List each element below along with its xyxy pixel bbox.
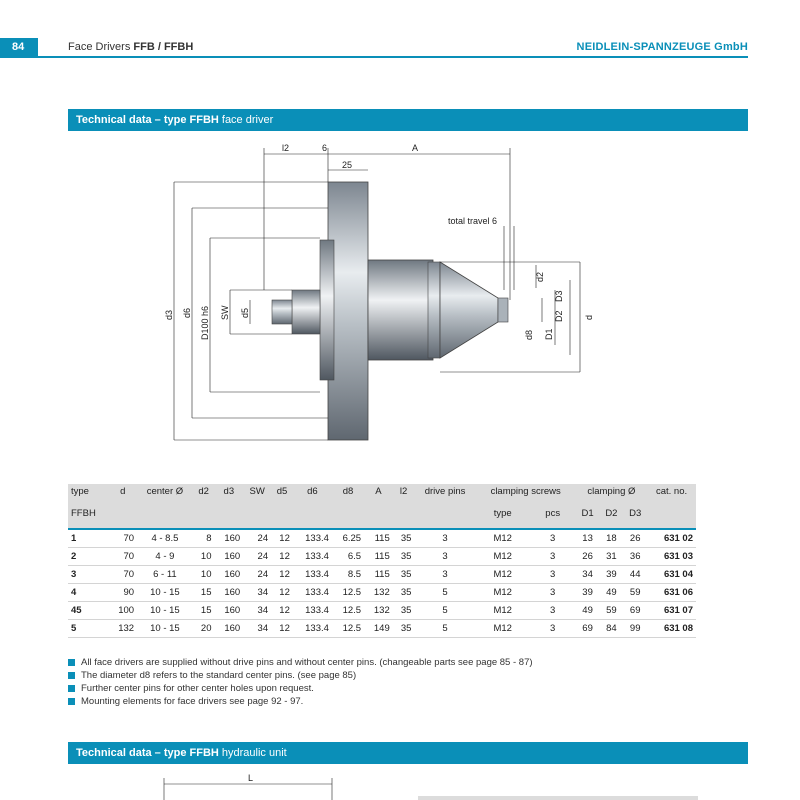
col-d6: d6 [293, 484, 332, 506]
table-cell: 34 [243, 584, 271, 602]
hydraulic-unit-drawing [68, 770, 768, 800]
dim-D100: D100 h6 [200, 305, 210, 340]
dim-d2: d2 [535, 271, 545, 282]
technical-data-table [68, 484, 696, 638]
table-cell: 24 [243, 566, 271, 584]
table-cell: 132 [364, 584, 393, 602]
table-cell: 133.4 [293, 620, 332, 638]
table-cell: 115 [364, 529, 393, 548]
col-d2: d2 [193, 484, 215, 506]
table-cell: 10 [193, 548, 215, 566]
table-cell: 1 [68, 529, 108, 548]
table-cell: 24 [243, 548, 271, 566]
table-cell: 59 [623, 584, 647, 602]
table-cell: 12.5 [332, 584, 364, 602]
col-type: type [68, 484, 108, 506]
table-cell: 49 [576, 602, 600, 620]
table-cell: 35 [393, 529, 415, 548]
table-cell: 12.5 [332, 620, 364, 638]
table-cell: 3 [530, 620, 576, 638]
dim-d8: d8 [524, 329, 534, 340]
table-cell: 35 [393, 584, 415, 602]
table-cell: 35 [393, 602, 415, 620]
dim-SW: SW [220, 305, 230, 320]
table-cell: 10 - 15 [137, 602, 193, 620]
col-cat-no: cat. no. [647, 484, 696, 506]
notes-list [68, 656, 533, 708]
table-subheader-row [68, 506, 696, 529]
page-number: 84 [0, 38, 38, 56]
table-cell: 133.4 [293, 548, 332, 566]
table-cell: 99 [623, 620, 647, 638]
brand-name: NEIDLEIN-SPANNZEUGE GmbH [576, 41, 748, 53]
table-header-row [68, 484, 696, 506]
note-item: Further center pins for other center holes upon request. [68, 682, 533, 695]
page-title: Face Drivers FFB / FFBH [68, 41, 194, 53]
table-cell: 631 03 [647, 548, 696, 566]
section-title-face-driver: Technical data – type FFBH face driver [68, 109, 748, 131]
col-d5: d5 [271, 484, 293, 506]
table-cell: 12.5 [332, 602, 364, 620]
table-cell: 3 [530, 548, 576, 566]
table-cell: 132 [364, 602, 393, 620]
table-cell: 160 [215, 548, 244, 566]
table-cell: M12 [476, 529, 530, 548]
table-cell: 5 [414, 584, 475, 602]
table-cell: 3 [530, 566, 576, 584]
table-cell: 8.5 [332, 566, 364, 584]
dim-d5: d5 [240, 307, 250, 318]
dim-d3: d3 [164, 309, 174, 320]
table-cell: 149 [364, 620, 393, 638]
table-row [68, 602, 696, 620]
table-cell: 8 [193, 529, 215, 548]
dim-D1: D1 [544, 328, 554, 340]
table-cell: 70 [108, 548, 137, 566]
table-cell: 70 [108, 566, 137, 584]
note-item: Mounting elements for face drivers see page 92 - 97. [68, 695, 533, 708]
dim-25: 25 [342, 160, 353, 170]
table-cell: 6.25 [332, 529, 364, 548]
col-d8: d8 [332, 484, 364, 506]
table-cell: 3 [530, 529, 576, 548]
col-clamping-screws: clamping screws [476, 484, 576, 506]
table-cell: 631 07 [647, 602, 696, 620]
section-title-hydraulic-unit: Technical data – type FFBH hydraulic unit [68, 742, 748, 764]
table-row [68, 529, 696, 548]
table-cell: 70 [108, 529, 137, 548]
table-row [68, 548, 696, 566]
table-cell: 3 [530, 584, 576, 602]
dim-A: A [412, 143, 419, 153]
table-cell: 69 [576, 620, 600, 638]
sub-ffbh: FFBH [68, 506, 108, 529]
table-cell: M12 [476, 566, 530, 584]
table-cell: 133.4 [293, 529, 332, 548]
table-cell: 160 [215, 566, 244, 584]
table-cell: 12 [271, 584, 293, 602]
col-sw: SW [243, 484, 271, 506]
table-cell: 631 02 [647, 529, 696, 548]
dim-l2: l2 [282, 143, 290, 153]
col-clamping-dia: clamping Ø [576, 484, 647, 506]
dim-L: L [248, 773, 254, 783]
table-cell: 631 04 [647, 566, 696, 584]
table-cell: 12 [271, 566, 293, 584]
table-cell: 4 - 9 [137, 548, 193, 566]
table-row [68, 584, 696, 602]
sub-pcs: pcs [530, 506, 576, 529]
table-cell: 631 08 [647, 620, 696, 638]
table-cell: 35 [393, 620, 415, 638]
table-cell: 3 [68, 566, 108, 584]
sub-type: type [476, 506, 530, 529]
table-cell: 132 [108, 620, 137, 638]
table-cell: 115 [364, 548, 393, 566]
table-cell: 3 [530, 602, 576, 620]
table-cell: 160 [215, 620, 244, 638]
table-cell: 12 [271, 620, 293, 638]
table-row [68, 566, 696, 584]
table-cell: 12 [271, 548, 293, 566]
note-item: The diameter d8 refers to the standard center pins. (see page 85) [68, 669, 533, 682]
table-cell: 15 [193, 602, 215, 620]
table-cell: M12 [476, 620, 530, 638]
sub-D1: D1 [576, 506, 600, 529]
sub-D2: D2 [599, 506, 623, 529]
table-cell: 39 [599, 566, 623, 584]
table-cell: 6.5 [332, 548, 364, 566]
table-cell: 631 06 [647, 584, 696, 602]
dim-total-travel: total travel 6 [448, 216, 498, 226]
table-cell: 34 [576, 566, 600, 584]
table-cell: 84 [599, 620, 623, 638]
table-cell: 3 [414, 548, 475, 566]
table-cell: 10 [193, 566, 215, 584]
table-cell: 160 [215, 584, 244, 602]
header-rule [0, 56, 748, 58]
table-cell: 5 [414, 620, 475, 638]
table-cell: 10 - 15 [137, 620, 193, 638]
table-cell: 24 [243, 529, 271, 548]
table-cell: 39 [576, 584, 600, 602]
col-A: A [364, 484, 393, 506]
dim-D2: D2 [554, 310, 564, 322]
table-cell: 2 [68, 548, 108, 566]
table-cell: 59 [599, 602, 623, 620]
table-cell: M12 [476, 602, 530, 620]
table-row [68, 620, 696, 638]
table-cell: 18 [599, 529, 623, 548]
table-cell: 12 [271, 602, 293, 620]
table-cell: 31 [599, 548, 623, 566]
table-cell: 160 [215, 602, 244, 620]
table-cell: 10 - 15 [137, 584, 193, 602]
table-cell: 133.4 [293, 602, 332, 620]
table-cell: 90 [108, 584, 137, 602]
table-cell: 69 [623, 602, 647, 620]
dim-D3: D3 [554, 290, 564, 302]
sub-D3: D3 [623, 506, 647, 529]
table-cell: 34 [243, 602, 271, 620]
table-cell: 35 [393, 548, 415, 566]
table-cell: 3 [414, 566, 475, 584]
dim-6: 6 [322, 143, 328, 153]
table-cell: 45 [68, 602, 108, 620]
table-cell: 4 - 8.5 [137, 529, 193, 548]
table-cell: 26 [576, 548, 600, 566]
table-cell: 100 [108, 602, 137, 620]
table-cell: M12 [476, 584, 530, 602]
table-cell: 26 [623, 529, 647, 548]
col-d3: d3 [215, 484, 244, 506]
table-cell: 35 [393, 566, 415, 584]
col-d: d [108, 484, 137, 506]
table-cell: 6 - 11 [137, 566, 193, 584]
table-cell: 4 [68, 584, 108, 602]
table-cell: 34 [243, 620, 271, 638]
col-drive-pins: drive pins [414, 484, 475, 506]
col-center: center Ø [137, 484, 193, 506]
dim-d6: d6 [182, 307, 192, 318]
table-cell: 115 [364, 566, 393, 584]
table-cell: 13 [576, 529, 600, 548]
table-cell: 15 [193, 584, 215, 602]
dim-d: d [584, 314, 594, 320]
table-cell: 20 [193, 620, 215, 638]
table-cell: 5 [68, 620, 108, 638]
col-l2: l2 [393, 484, 415, 506]
table-cell: 49 [599, 584, 623, 602]
table-cell: 133.4 [293, 584, 332, 602]
table-cell: M12 [476, 548, 530, 566]
table-cell: 5 [414, 602, 475, 620]
table-cell: 160 [215, 529, 244, 548]
table-cell: 36 [623, 548, 647, 566]
table-cell: 44 [623, 566, 647, 584]
note-item: All face drivers are supplied without drive pins and without center pins. (changeable parts see page 85 - 87) [68, 656, 533, 669]
table-cell: 12 [271, 529, 293, 548]
page-header [0, 38, 800, 58]
table-cell: 3 [414, 529, 475, 548]
face-driver-drawing [160, 140, 600, 450]
table-cell: 133.4 [293, 566, 332, 584]
